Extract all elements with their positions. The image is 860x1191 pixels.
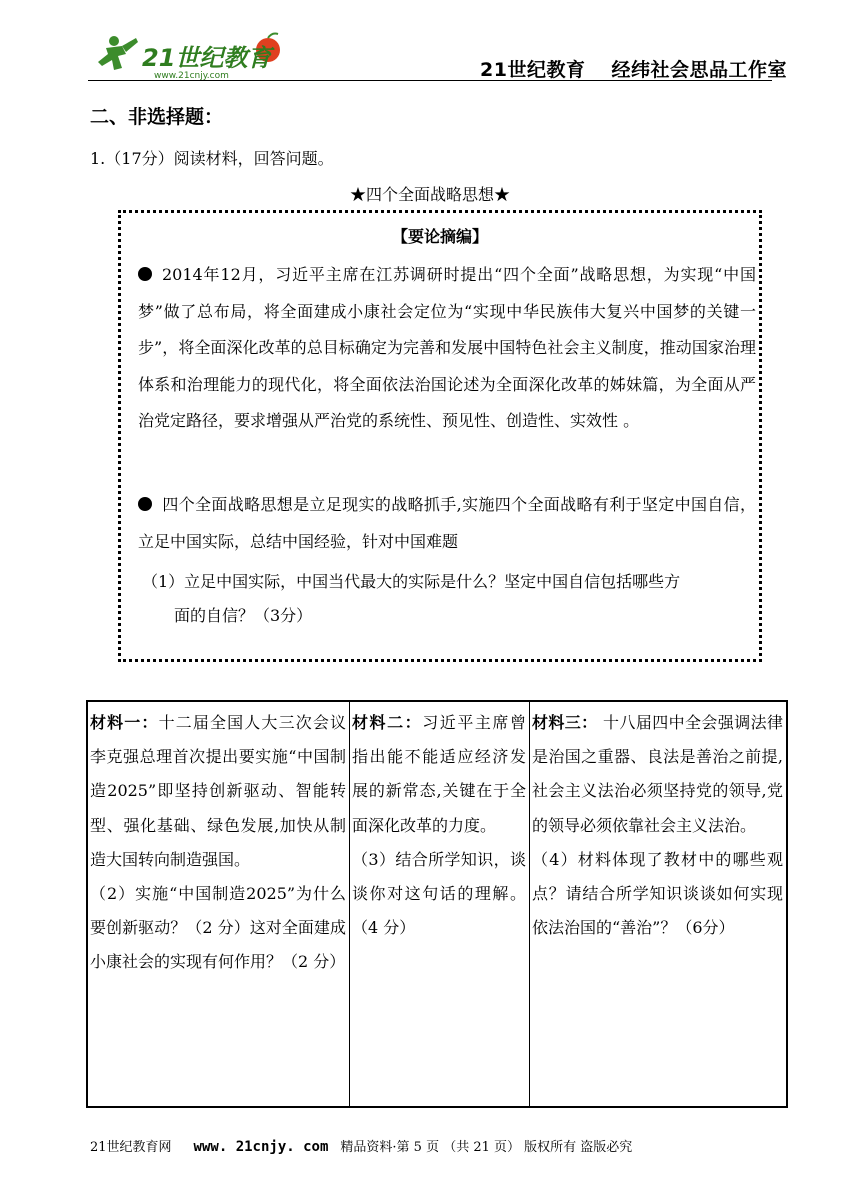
sub-question-4: （4）材料体现了教材中的哪些观点？请结合所学知识谈谈如何实现依法治国的“善治”？（6分） — [532, 849, 783, 938]
material-2-text: 习近平主席曾指出能不能适应经济发展的新常态,关键在于全面深化改革的力度。 — [352, 713, 526, 835]
material-2-label: 材料二： — [352, 713, 423, 732]
material-2-cell — [350, 702, 530, 1106]
material-3-label: 材料三： — [532, 713, 598, 732]
runner-icon — [98, 36, 138, 70]
studio-name: 经纬社会思品工作室 — [611, 59, 787, 81]
question-number-line: 1.（17分）阅读材料，回答问题。 — [90, 149, 334, 168]
bullet-icon — [138, 267, 152, 281]
logo — [92, 32, 292, 82]
sub-question-1 — [142, 565, 762, 633]
logo-url: www.21cnjy.com — [154, 71, 229, 81]
header-title — [480, 55, 787, 82]
sub-question-3: （3）结合所学知识，谈谈你对这句话的理解。（4 分） — [352, 849, 526, 938]
material-1-text: 十二届全国人大三次会议李克强总理首次提出要实施“中国制造2025”即坚持创新驱动、智能转型、强化基础、绿色发展,加快从制造大国转向制造强国。 — [90, 713, 346, 869]
sub-question-2: （2）实施“中国制造2025”为什么要创新驱动？（2 分）这对全面建成小康社会的实现有何作用？（2 分） — [90, 884, 346, 972]
section-title: 二、非选择题： — [90, 106, 224, 128]
page-footer — [90, 1136, 632, 1155]
material-1-label: 材料一： — [90, 713, 159, 732]
material-3-cell — [530, 702, 786, 1106]
footer-page-info: 精品资料·第 5 页 （共 21 页） 版权所有 盗版必究 — [340, 1140, 633, 1155]
header-divider — [88, 80, 772, 81]
publisher-name: 21世纪教育 — [480, 59, 586, 81]
excerpt-paragraph-1-text: 2014年12月，习近平主席在江苏调研时提出“四个全面”战略思想，为实现“中国梦”做了总布局，将全面建成小康社会定位为“实现中华民族伟大复兴中国梦的关键一步”，将全面深化改革的总目标确定为完善和发展中国特色社会主义制度，推动国家治理体系和治理能力的现代化，将全面依法治国论述为全面深化改革的姊妹篇，为全面从严治党定路径，要求增强从严治党的系统性、预见性、创造性、实效性 。 — [138, 265, 756, 431]
logo-text: 21世纪教育 — [142, 44, 272, 72]
sub-question-1-line2: 面的自信？（3分） — [174, 606, 313, 625]
footer-site-link[interactable]: www. 21cnjy. com — [193, 1139, 329, 1155]
materials-table — [86, 700, 788, 1108]
footer-left: 21世纪教育网 — [90, 1140, 172, 1155]
sub-question-1-line1: （1）立足中国实际，中国当代最大的实际是什么？坚定中国自信包括哪些方 — [142, 572, 681, 591]
material-3-text: 十八届四中全会强调法律是治国之重器、良法是善治之前提,社会主义法治必须坚持党的领导,党的领导必须依靠社会主义法治。 — [532, 713, 783, 835]
bullet-icon — [138, 497, 152, 511]
excerpt-paragraph-1 — [138, 257, 756, 440]
excerpt-paragraph-2 — [138, 487, 756, 560]
excerpt-paragraph-2-text: 四个全面战略思想是立足现实的战略抓手,实施四个全面战略有利于坚定中国自信，立足中国实际，总结中国经验，针对中国难题 — [138, 495, 756, 551]
strategy-title: ★四个全面战略思想★ — [349, 185, 510, 204]
material-1-cell — [88, 702, 350, 1106]
excerpt-heading: 【要论摘编】 — [391, 227, 488, 246]
